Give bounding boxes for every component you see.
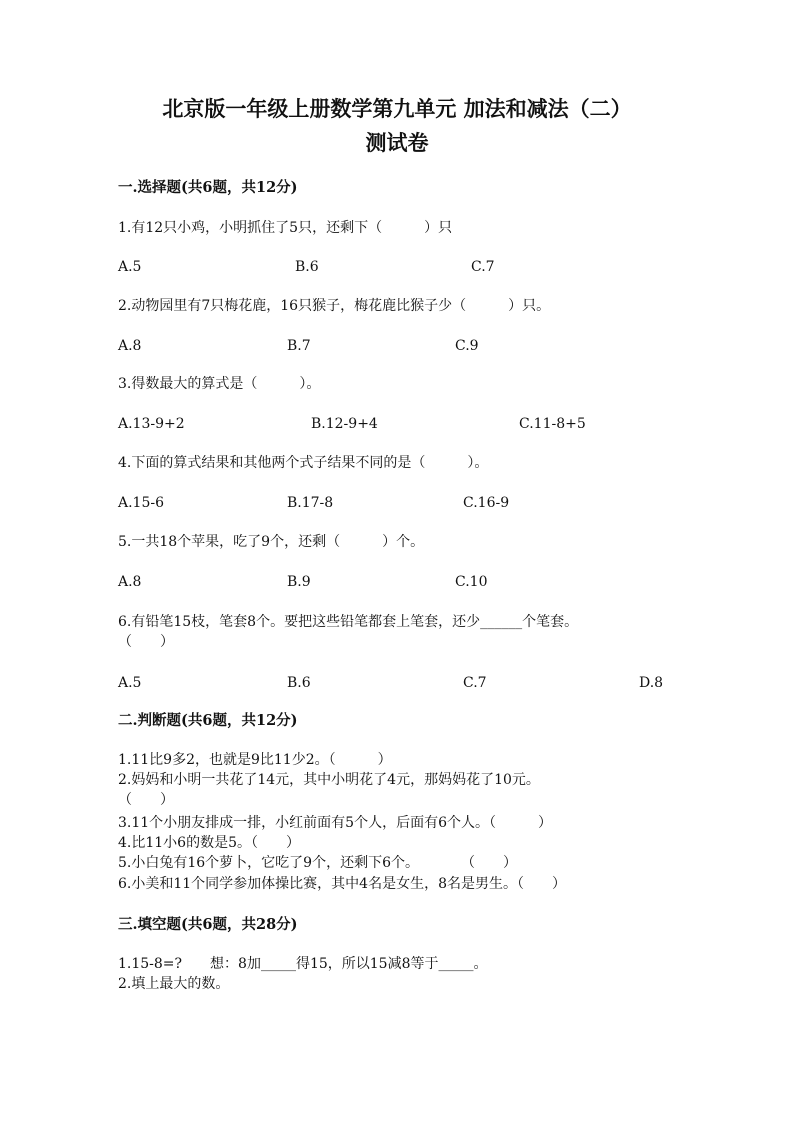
question-option: B.7 [287, 338, 311, 354]
question-option: B.6 [287, 675, 311, 691]
question-option: B.6 [295, 259, 319, 275]
question-option: A.15-6 [118, 495, 165, 511]
question-option: C.9 [455, 338, 479, 354]
question-stem: 5.一共18个苹果，吃了9个，还剩（ ）个。 [118, 534, 425, 550]
judge-item: 5.小白兔有16个萝卜，它吃了9个，还剩下6个。 （ ） [118, 855, 517, 871]
judge-item: 2.妈妈和小明一共花了14元，其中小明花了4元，那妈妈花了10元。 [118, 772, 540, 788]
question-stem: 1.有12只小鸡，小明抓住了5只，还剩下（ ）只 [118, 220, 453, 236]
question-option: A.8 [118, 338, 142, 354]
section-heading-judge: 二.判断题(共6题，共12分) [118, 712, 298, 729]
page-subtitle: 测试卷 [365, 130, 429, 155]
question-option: A.8 [118, 574, 142, 590]
judge-item: 4.比11小6的数是5。（ ） [118, 835, 300, 851]
section-heading-fill: 三.填空题(共6题，共28分) [118, 916, 298, 933]
question-stem-continuation: （ ） [118, 634, 174, 650]
question-option: B.17-8 [287, 495, 334, 511]
judge-item: 1.11比9多2，也就是9比11少2。（ ） [118, 752, 392, 768]
question-option: C.11-8+5 [519, 416, 586, 432]
question-option: A.13-9+2 [118, 416, 185, 432]
judge-item: 3.11个小朋友排成一排，小红前面有5个人，后面有6个人。（ ） [118, 815, 552, 831]
page-title: 北京版一年级上册数学第九单元 加法和减法（二） [162, 96, 632, 121]
question-option: B.12-9+4 [311, 416, 378, 432]
question-stem: 6.有铅笔15枝，笔套8个。要把这些铅笔都套上笔套，还少______个笔套。 [118, 614, 579, 630]
question-option: C.7 [463, 675, 487, 691]
judge-item: 6.小美和11个同学参加体操比赛，其中4名是女生，8名是男生。（ ） [118, 876, 566, 892]
question-stem: 2.动物园里有7只梅花鹿，16只猴子，梅花鹿比猴子少（ ）只。 [118, 298, 551, 314]
fill-item: 1.15-8=? 想：8加_____得15，所以15减8等于_____。 [118, 956, 488, 972]
question-option: C.7 [471, 259, 495, 275]
question-option: C.16-9 [463, 495, 510, 511]
fill-item: 2.填上最大的数。 [118, 976, 230, 992]
question-option: B.9 [287, 574, 311, 590]
question-stem: 3.得数最大的算式是（ ）。 [118, 376, 321, 392]
question-option: A.5 [118, 675, 142, 691]
judge-item-continuation: （ ） [118, 792, 174, 808]
question-stem: 4.下面的算式结果和其他两个式子结果不同的是（ ）。 [118, 455, 489, 471]
question-option: D.8 [639, 675, 664, 691]
question-option: C.10 [455, 574, 488, 590]
section-heading-choice: 一.选择题(共6题，共12分) [118, 179, 298, 196]
question-option: A.5 [118, 259, 142, 275]
